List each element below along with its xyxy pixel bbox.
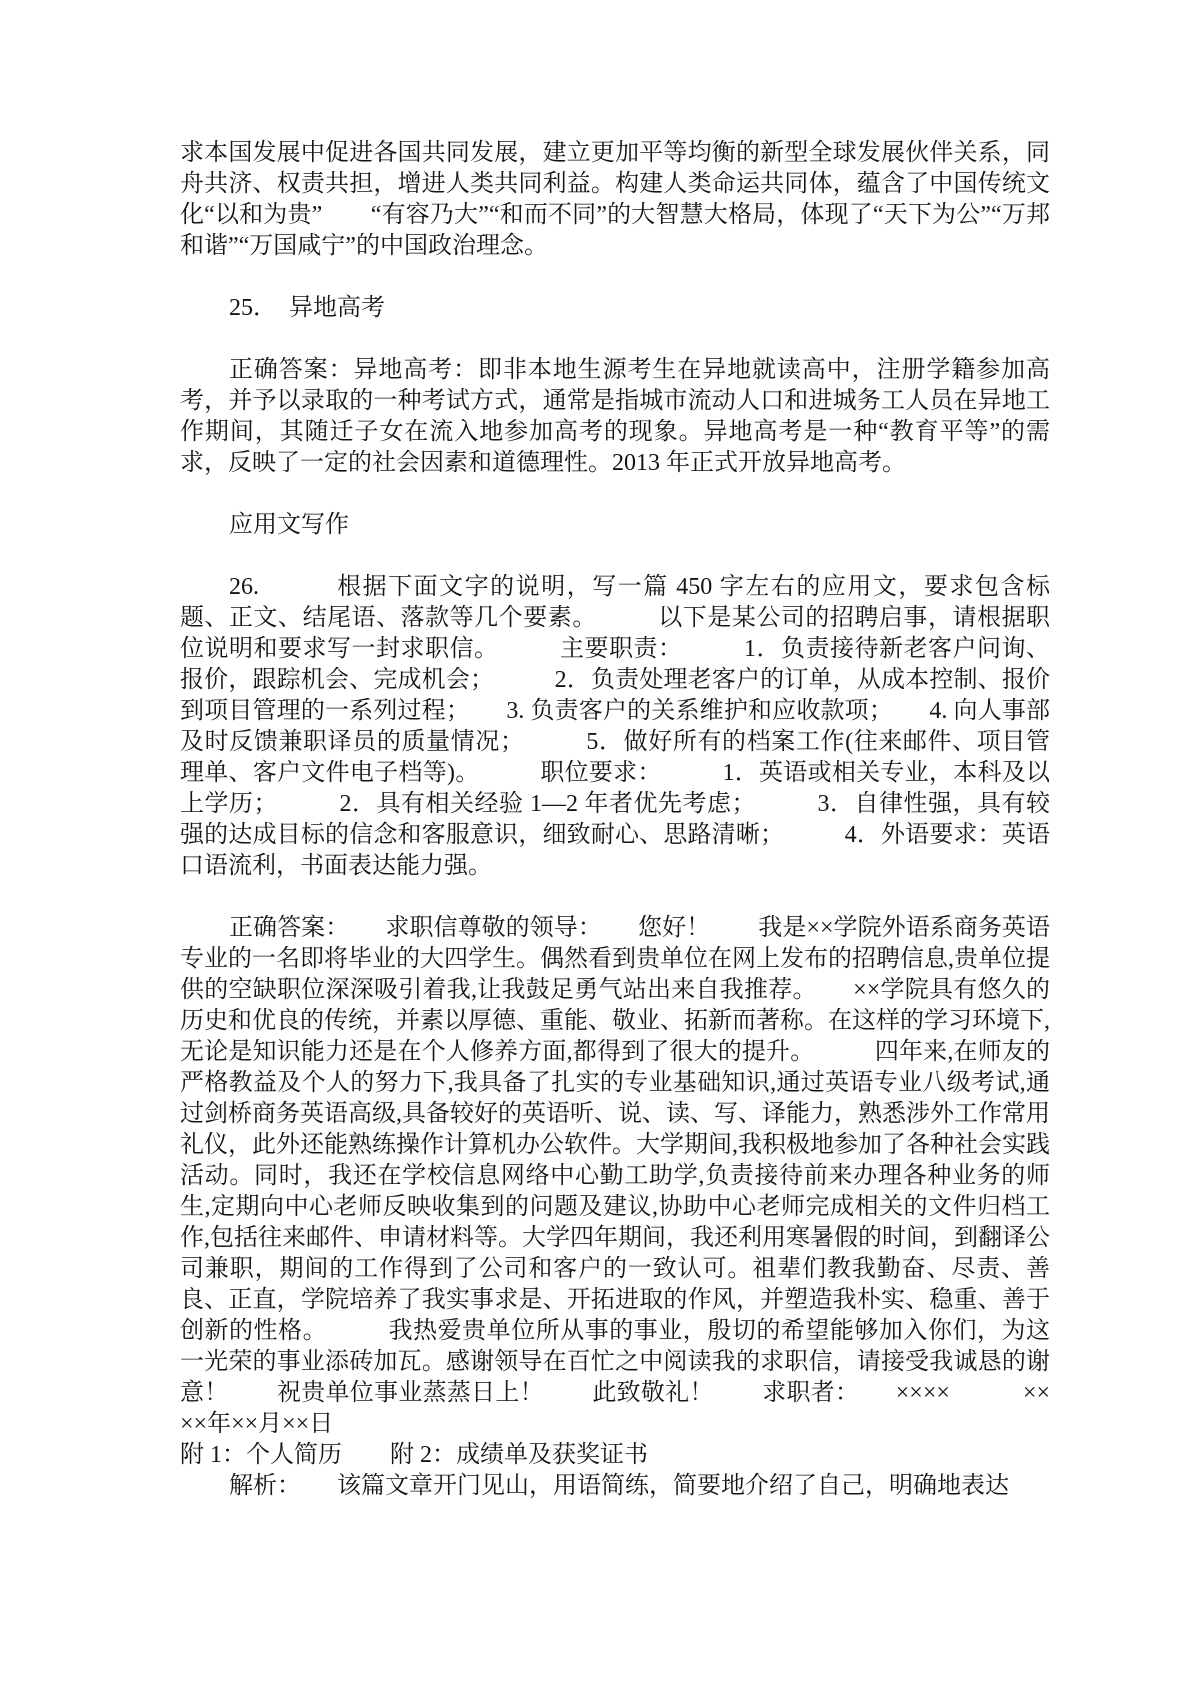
paragraph-body-continuation: 求本国发展中促进各国共同发展，建立更加平等均衡的新型全球发展伙伴关系，同舟共济、权责共担，增进人类共同利益。构建人类命运共同体，蕴含了中国传统文化“以和为贵” “有容乃大”“和而不同”的大智慧大格局，体现了“天下为公”“万邦和谐”“万国咸宁”的中国政治理念。 <box>180 140 1050 259</box>
paragraph-analysis: 解析： 该篇文章开门见山，用语简练，简要地介绍了自己，明确地表达 <box>229 1473 1009 1499</box>
paragraph-section-heading: 应用文写作 <box>229 512 349 538</box>
paragraph-term-25-heading: 25． 异地高考 <box>229 295 385 321</box>
paragraph-question-26: 26. 根据下面文字的说明，写一篇 450 字左右的应用文，要求包含标题、正文、结尾语、落款等几个要素。 以下是某公司的招聘启事，请根据职位说明和要求写一封求职信。 主要职责： 1．负责接待新老客户问询、报价，跟踪机会、完成机会； 2．负责处理老客户的订单，从成本控制、报价到项目管理的一系列过程； 3. 负责客户的关系维护和应收款项； 4. 向人事部及时反馈兼职译员的质量情况； 5．做好所有的档案工作(往来邮件、项目管理单、客户文件电子档等)。 职位要求： 1．英语或相关专业，本科及以上学历； 2．具有相关经验 1—2 年者优先考虑； 3．自律性强，具有较强的达成目标的信念和客服意识，细致耐心、思路清晰； 4．外语要求：英语口语流利，书面表达能力强。 <box>180 574 1050 879</box>
paragraph-attachments-line: 附 1：个人简历 附 2：成绩单及获奖证书 <box>180 1442 648 1468</box>
paragraph-question-26-answer: 正确答案： 求职信尊敬的领导： 您好！ 我是××学院外语系商务英语专业的一名即将毕业的大四学生。偶然看到贵单位在网上发布的招聘信息,贵单位提供的空缺职位深深吸引着我,让我鼓足勇气站出来自我推荐。 ××学院具有悠久的历史和优良的传统，并素以厚德、重能、敬业、拓新而著称。在这样的学习环境下,无论是知识能力还是在个人修养方面,都得到了很大的提升。 四年来,在师友的严格教益及个人的努力下,我具备了扎实的专业基础知识,通过英语专业八级考试,通过剑桥商务英语高级,具备较好的英语听、说、读、写、译能力，熟悉涉外工作常用礼仪，此外还能熟练操作计算机办公软件。大学期间,我积极地参加了各种社会实践活动。同时，我还在学校信息网络中心勤工助学,负责接待前来办理各种业务的师生,定期向中心老师反映收集到的问题及建议,协助中心老师完成相关的文件归档工作,包括往来邮件、申请材料等。大学四年期间，我还利用寒暑假的时间，到翻译公司兼职，期间的工作得到了公司和客户的一致认可。祖辈们教我勤奋、尽责、善良、正直，学院培养了我实事求是、开拓进取的作风，并塑造我朴实、稳重、善于创新的性格。 我热爱贵单位所从事的事业，殷切的希望能够加入你们，为这一光荣的事业添砖加瓦。感谢领导在百忙之中阅读我的求职信，请接受我诚恳的谢意！ 祝贵单位事业蒸蒸日上！ 此致敬礼！ 求职者： ×××× ××××年××月××日 <box>180 915 1050 1437</box>
paragraph-term-25-answer: 正确答案：异地高考：即非本地生源考生在异地就读高中，注册学籍参加高考，并予以录取的一种考试方式，通常是指城市流动人口和进城务工人员在异地工作期间，其随迁子女在流入地参加高考的现象。异地高考是一种“教育平等”的需求，反映了一定的社会因素和道德理性。2013 年正式开放异地高考。 <box>180 357 1050 476</box>
